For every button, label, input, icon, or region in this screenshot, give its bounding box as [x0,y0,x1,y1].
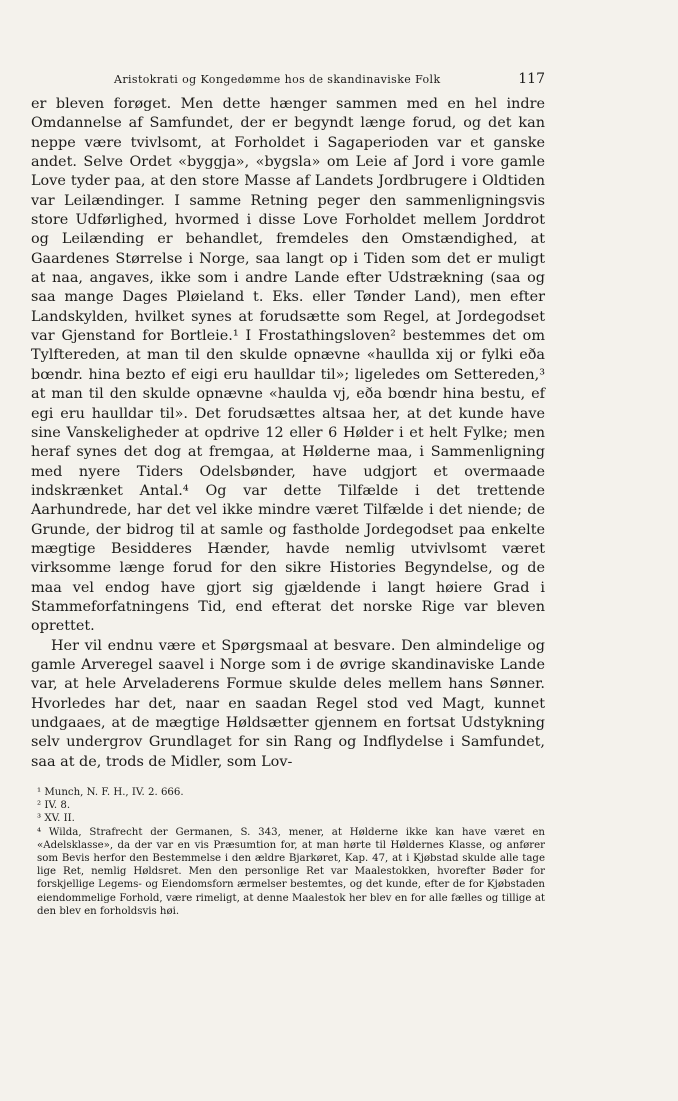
page-header [31,62,545,88]
footnote-3: ³ XV. II. [37,813,75,825]
footnotes [31,786,545,918]
footnote-1: ¹ Munch, N. F. H., IV. 2. 666. [37,787,184,799]
paragraph-2: Her vil endnu være et Spørgsmaal at besvare. Den almindelige og gamle Arveregel saavel i Norge som i de øvrige skandinaviske Lande var, at hele Arveladerens Formue skulde deles mellem hans Sønner. Hvorledes har det, naar en saadan Regel stod ved Magt, kunnet undgaaes, at de mægtige Høldsætter gjennem en fortsat Udstykning selv undergrov Grundlaget for sin Rang og Indflydelse i Samfundet, saa at de, trods de Midler, som Lov- [31,637,545,770]
footnote-2: ² IV. 8. [37,800,71,812]
footnote-4: ⁴ Wilda, Strafrecht der Germanen, S. 343, mener, at Hølderne ikke kan have været en «Adelsklasse», da der var en vis Præsumtion for, at man hørte til Høldernes Klasse, og anfører som Bevis herfor den Bestemmelse i den ældre Bjarkøret, Kap. 47, at i Kjøbstad skulde alle tage lige Ret, nemlig Høldsret. Men den personlige Ret var Maalestokken, hvorefter Bøder for forskjellige Legems- og Eiendomsforn ærmelser bestemtes, og det kunde, efter de for Kjøbstaden eiendommelige Forhold, være rimeligt, at denne Maalestok her blev en for alle fælles og tillige at den blev en forholdsvis høi. [37,826,545,917]
body-text [31,95,545,772]
book-page [31,62,545,918]
running-title: Aristokrati og Kongedømme hos de skandinaviske Folk [114,73,441,86]
paragraph-1: er bleven forøget. Men dette hænger sammen med en hel indre Omdannelse af Samfundet, der er begyndt længe forud, og det kan neppe være tvivlsomt, at Forholdet i Sagaperioden var et ganske andet. Selve Ordet «byggja», «bygsla» om Leie af Jord i vore gamle Love tyder paa, at den store Masse af Landets Jordbrugere i Oldtiden var Leilændinger. I samme Retning peger den sammenligningsvis store Udførlighed, hvormed i disse Love Forholdet mellem Jorddrot og Leilænding er behandlet, fremdeles den Omstændighed, at Gaardenes Størrelse i Norge, saa langt op i Tiden som det er muligt at naa, angaves, ikke som i andre Lande efter Udstrækning (saa og saa mange Dages Pløieland t. Eks. eller Tønder Land), men efter Landskylden, hvilket synes at forudsætte som Regel, at Jordegodset var Gjenstand for Bortleie.¹ I Frostathingsloven² bestemmes det om Tylftereden, at man til den skulde opnævne «haullda xij or fylki eða bœndr. hina bezto ef eigi eru haulldar til»; ligeledes om Settereden,³ at man til den skulde opnævne «haulda vj, eða bœndr hina bestu, ef egi eru haulldar til». Det forudsættes altsaa her, at det kunde have sine Vanskeligheder at opdrive 12 eller 6 Hølder i et helt Fylke; men heraf synes det dog at fremgaa, at Hølderne maa, i Sammenligning med nyere Tiders Odelsbønder, have udgjort et overmaade indskrænket Antal.⁴ Og var dette Tilfælde i det trettende Aarhundrede, har det vel ikke mindre været Tilfælde i det niende; de Grunde, der bidrog til at samle og fastholde Jordegodset paa enkelte mægtige Besidderes Hænder, havde nemlig utvivlsomt været virksomme længe forud for den sikre Histories Begyndelse, og de maa vel endog have gjort sig gjældende i langt høiere Grad i Stammeforfatningens Tid, end efterat det norske Rige var bleven oprettet. [31,96,545,635]
page-number: 117 [518,71,545,87]
